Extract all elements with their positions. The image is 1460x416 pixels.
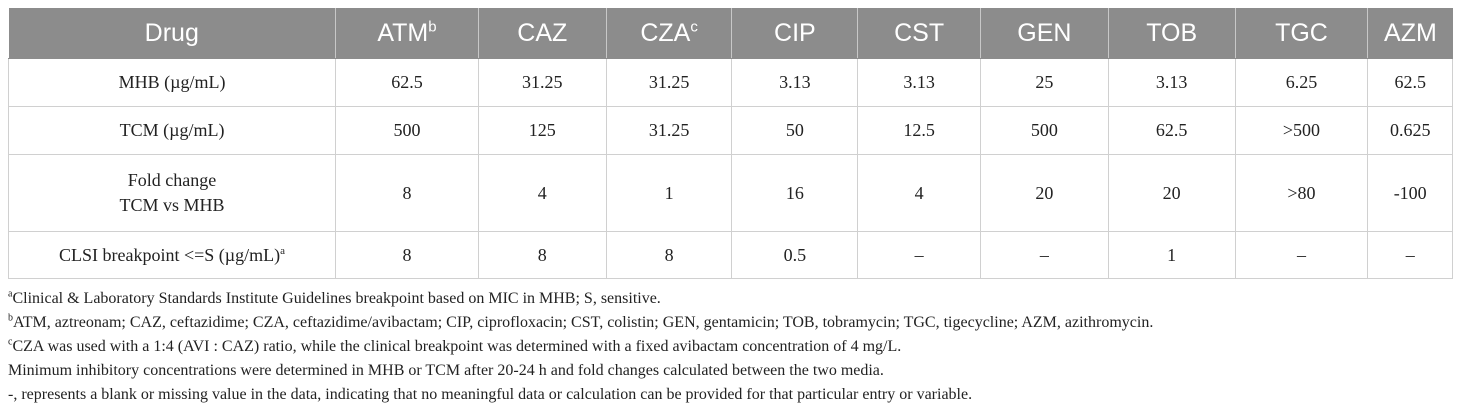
mic-table [8, 8, 1453, 279]
row-label: Fold change TCM vs MHB [9, 155, 336, 232]
table-cell: 0.5 [732, 232, 858, 279]
header-cza: CZA$^c$ [606, 8, 732, 59]
table-cell: 31.25 [478, 59, 606, 107]
header-drug: Drug [9, 8, 336, 59]
header-azm: AZM [1368, 8, 1453, 59]
table-cell: 6.25 [1235, 59, 1368, 107]
footnote-b: $^b$ATM, aztreonam; CAZ, ceftazidime; CZA, ceftazidime/avibactam; CIP, ciprofloxacin; CST, colistin; GEN, gentamicin; TOB, tobramycin; TGC, tigecycline; AZM, azithromycin. [8, 312, 1154, 331]
footnote-dash-meaning: -, represents a blank or missing value in the data, indicating that no meaningful data or calculation can be provided for that particular entry or variable. [8, 386, 973, 403]
header-row [9, 8, 1453, 59]
table-cell: 125 [478, 107, 606, 155]
table-cell: 31.25 [606, 59, 732, 107]
table-cell: – [981, 232, 1109, 279]
table-cell: 62.5 [1108, 107, 1235, 155]
table-cell: 1 [1108, 232, 1235, 279]
header-caz: CAZ [478, 8, 606, 59]
table-cell: 20 [1108, 155, 1235, 232]
header-tob: TOB [1108, 8, 1235, 59]
header-cip: CIP [732, 8, 858, 59]
header-cst: CST [858, 8, 981, 59]
table-row-fold-change [9, 155, 1453, 232]
row-label: MHB (µg/mL) [9, 59, 336, 107]
table-cell: 8 [606, 232, 732, 279]
table-cell: 500 [336, 107, 479, 155]
table-cell: 8 [478, 232, 606, 279]
table-cell: -100 [1368, 155, 1453, 232]
table-cell: 8 [336, 155, 479, 232]
table-cell: 4 [858, 155, 981, 232]
table-cell: 62.5 [336, 59, 479, 107]
footnote-mic-method: Minimum inhibitory concentrations were determined in MHB or TCM after 20-24 h and fold changes calculated between the two media. [8, 362, 884, 379]
footnote-a: $^a$Clinical & Laboratory Standards Institute Guidelines breakpoint based on MIC in MHB; S, sensitive. [8, 288, 661, 307]
header-tgc: TGC [1235, 8, 1368, 59]
row-label: TCM (µg/mL) [9, 107, 336, 155]
table-row-tcm [9, 107, 1453, 155]
table-cell: 3.13 [732, 59, 858, 107]
table-row-mhb [9, 59, 1453, 107]
table-cell: 31.25 [606, 107, 732, 155]
header-gen: GEN [981, 8, 1109, 59]
table-cell: 500 [981, 107, 1109, 155]
table-cell: – [1368, 232, 1453, 279]
footnote-c: $^c$CZA was used with a 1:4 (AVI : CAZ) ratio, while the clinical breakpoint was determined with a fixed avibactam concentration of 4 mg/L. [8, 336, 902, 355]
table-cell: >80 [1235, 155, 1368, 232]
table-cell: 12.5 [858, 107, 981, 155]
table-cell: 62.5 [1368, 59, 1453, 107]
table-row-clsi-breakpoint [9, 232, 1453, 279]
table-cell: 3.13 [1108, 59, 1235, 107]
table-cell: – [858, 232, 981, 279]
table-footnotes [8, 287, 1453, 407]
table-cell: 0.625 [1368, 107, 1453, 155]
table-cell: >500 [1235, 107, 1368, 155]
table-cell: 20 [981, 155, 1109, 232]
table-cell: 1 [606, 155, 732, 232]
table-cell: – [1235, 232, 1368, 279]
table-cell: 16 [732, 155, 858, 232]
table-cell: 4 [478, 155, 606, 232]
table-cell: 8 [336, 232, 479, 279]
table-cell: 50 [732, 107, 858, 155]
row-label: CLSI breakpoint <=S $(\mu g/mL)^a$ [9, 232, 336, 279]
mic-table-container [8, 8, 1453, 407]
table-cell: 25 [981, 59, 1109, 107]
header-atm: ATM$^b$ [336, 8, 479, 59]
table-cell: 3.13 [858, 59, 981, 107]
